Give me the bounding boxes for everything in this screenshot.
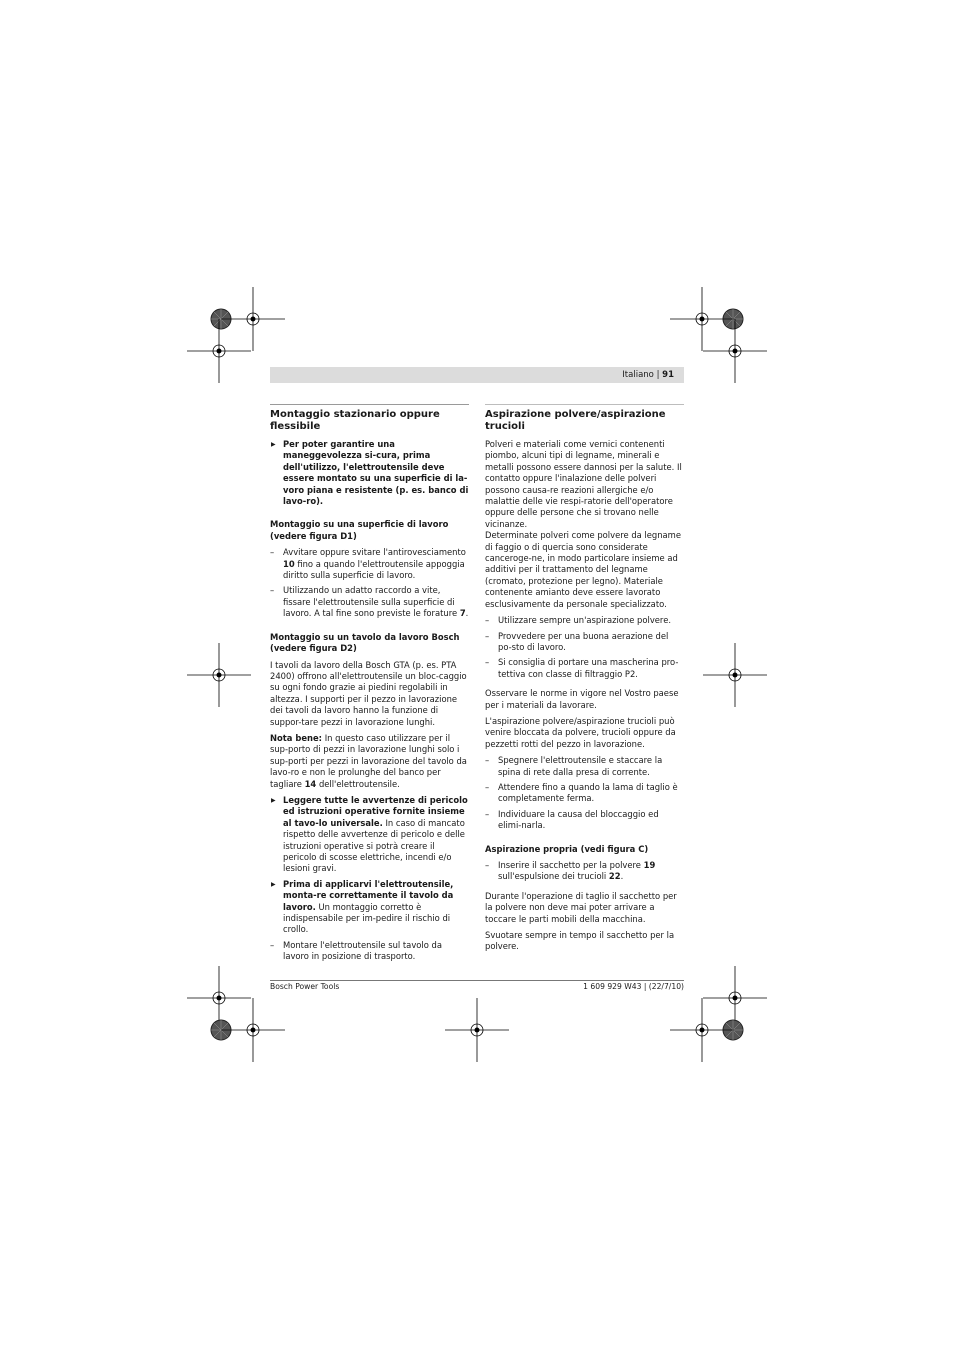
subsection-title-d1: Montaggio su una superficie di lavoro (vedere figura D1) <box>270 519 449 541</box>
ref-number: 14 <box>304 778 317 789</box>
note-paragraph <box>270 733 469 790</box>
text: sull'espulsione dei trucioli <box>498 871 607 882</box>
right-column <box>485 404 684 958</box>
ref-number: 10 <box>283 558 295 569</box>
text: In questo caso utilizzare per il sup-porto di pezzi in lavorazione lunghi solo i sup-porti per pezzi in lavorazione del tavolo da lavo-ro e non le prolunghe del banco per tagliare <box>270 732 467 789</box>
paragraph: L'aspirazione polvere/aspirazione trucioli può venire bloccata da polvere, trucioli oppure da pezzetti rotti del pezzo in lavorazione. <box>485 715 676 749</box>
text: Avvitare oppure svitare l'antirovesciamento <box>283 547 466 558</box>
list-item <box>270 547 469 581</box>
text: Inserire il sacchetto per la polvere <box>498 860 641 870</box>
footer-brand: Bosch Power Tools <box>270 982 340 991</box>
warning-item-2 <box>270 795 469 875</box>
text: fino a quando l'elettroutensile appoggia diritto sulla superficie di lavoro. <box>283 558 465 581</box>
header-separator: | <box>656 370 660 380</box>
list-item: – Spegnere l'elettroutensile e staccare la spina di rete dalla presa di corrente. <box>485 755 684 778</box>
section-rule <box>270 404 469 405</box>
warning-item-1: ▶ Per poter garantire una maneggevolezza si-cura, prima dell'utilizzo, l'elettroutensile deve essere montato su una superficie di la-voro piana e resistente (p. es. banco di lavo-ro). <box>270 439 469 507</box>
list-item <box>270 585 469 619</box>
text: Utilizzando un adatto raccordo a vite, fissare l'elettroutensile sulla superficie di lavoro. A tal fine sono previste le forature <box>283 585 458 619</box>
footer-rule <box>270 980 684 981</box>
header-language: Italiano <box>622 370 654 380</box>
list-item: – Provvedere per una buona aerazione del po-sto di lavoro. <box>485 631 684 654</box>
subsection-title-c: Aspirazione propria (vedi figura C) <box>485 843 649 854</box>
paragraph: Osservare le norme in vigore nel Vostro paese per i materiali da lavorare. <box>485 688 679 710</box>
subsection-title-d2: Montaggio su un tavolo da lavoro Bosch (vedere figura D2) <box>270 631 460 654</box>
list-item: – Attendere fino a quando la lama di taglio è completamente ferma. <box>485 782 684 805</box>
list-item: – Si consiglia di portare una mascherina pro-tettiva con classe di filtraggio P2. <box>485 657 684 680</box>
list-item: – Utilizzare sempre un'aspirazione polvere. <box>485 615 684 626</box>
text: Un montaggio corretto è indispensabile per im-pedire il rischio di crollo. <box>283 901 451 935</box>
ref-number: 7 <box>459 608 466 619</box>
section-title-montaggio: Montaggio stazionario oppure flessibile <box>270 409 440 432</box>
text: Prima di applicarvi l'elettroutensile, monta-re correttamente il tavolo da lavoro. <box>283 878 454 912</box>
page-header <box>622 369 674 381</box>
ref-number: 19 <box>643 860 656 870</box>
section-title-aspirazione: Aspirazione polvere/aspirazione trucioli <box>485 409 666 432</box>
list-item: – Individuare la causa del bloccaggio ed elimi-narla. <box>485 809 684 832</box>
paragraph: Durante l'operazione di taglio il sacchetto per la polvere non deve mai poter arrivare a toccare le parti mobili della macchina. <box>485 890 677 924</box>
paragraph: Determinate polveri come polvere da legname di faggio o di quercia sono considerate canceroge-ne, in modo particolare insieme ad additivi per il trattamento del legname (cromato, protezione per legno). Materiale contenente amianto deve essere lavorato esclusivamente da personale specializzato. <box>485 530 681 609</box>
page-header-bar <box>270 367 684 383</box>
section-rule <box>485 404 684 405</box>
text: dell'elettroutensile. <box>318 778 400 789</box>
footer-doc-id: 1 609 929 W43 | (22/7/10) <box>583 982 684 991</box>
note-label: Nota bene: <box>270 732 323 743</box>
paragraph: Polveri e materiali come vernici contenenti piombo, alcuni tipi di legname, minerali e metalli possono essere dannosi per la salute. Il contatto oppure l'inalazione delle polveri possono causa-re reazioni allergiche e/o malattie delle vie respi-ratorie dell'operatore oppure delle persone che si trovano nelle vicinanze. <box>485 439 682 529</box>
list-item <box>485 860 684 883</box>
text: . <box>465 608 469 619</box>
paragraph: Svuotare sempre in tempo il sacchetto per la polvere. <box>485 930 675 952</box>
paragraph: I tavoli da lavoro della Bosch GTA (p. es. PTA 2400) offrono all'elettroutensile un bloc-caggio su ogni fondo grazie ai piedini regolabili in altezza. I supporti per il pezzo in lavorazione dei tavoli da lavoro hanno la funzione di suppor-tare pezzi in lavorazione lunghi. <box>270 659 467 727</box>
warning-item-3 <box>270 879 469 936</box>
list-item: – Montare l'elettroutensile sul tavolo da lavoro in posizione di trasporto. <box>270 940 469 963</box>
text: Leggere tutte le avvertenze di pericolo ed istruzioni operative fornite insieme al tavo-lo universale. <box>283 794 468 828</box>
left-column <box>270 404 469 967</box>
ref-number: 22 <box>608 871 621 882</box>
page-number: 91 <box>662 370 674 380</box>
text: In caso di mancato rispetto delle avvertenze di pericolo e delle istruzioni operative si potrà creare il pericolo di scosse elettriche, incendi e/o lesioni gravi. <box>283 817 465 874</box>
text: . <box>620 871 624 882</box>
